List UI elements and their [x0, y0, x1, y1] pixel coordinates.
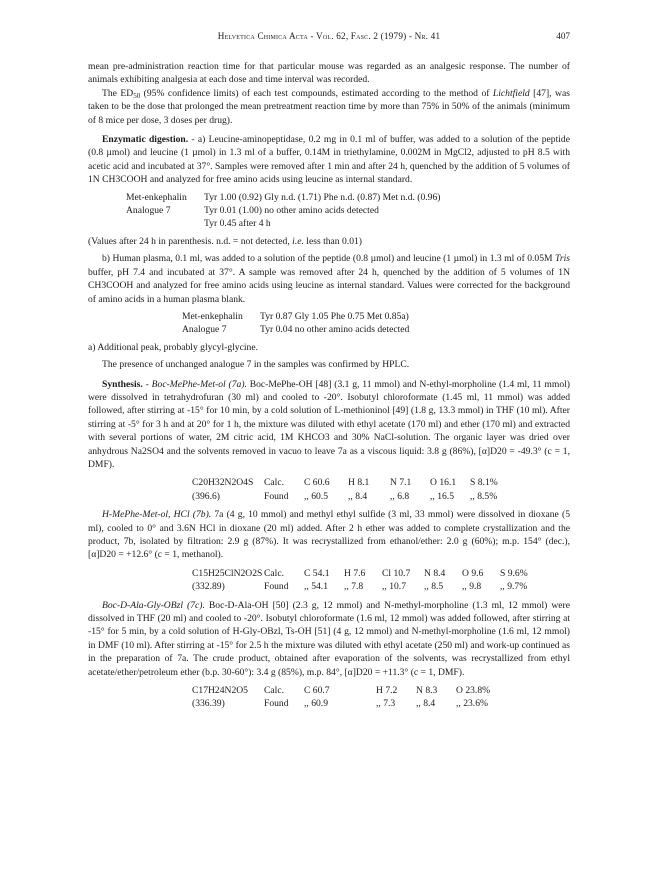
molecular-weight: (332.89): [192, 581, 225, 593]
table-cell: Met-enkephalin: [182, 310, 243, 322]
paragraph-enzymatic-digestion: Enzymatic digestion. - a) Leucine-aminopeptidase, 0.2 mg in 0.1 ml of buffer, was added to a solution of the peptide (0.8 µmol) and leucine (1 µmol) in 1.3 ml of a buffer, 0.14M in triethylamine, 0.002M in MgCl2, adjusted to pH 8.5 with acetic acid and incubated at 37°. Samples were removed after 1 min and after 24 h, quenched by the addition of 5 volumes of 1N CH3COOH and analyzed for free amino acids using leucine as internal standard.: [88, 134, 570, 186]
paragraph-ed50: The $ED_{50}$ (95% confidence limits) of each test compounds, estimated according to the method of Lichtfield [47], was taken to be the dose that prolonged the mean pretreatment reaction time by more than 75% in 50% of the animals (minimum of 8 mice per dose, 3 doses per drug).: [88, 87, 570, 126]
journal-citation: Helvetica Chimica Acta - Vol. 62, Fasc. 2 (1979) - Nr. 41: [217, 31, 441, 41]
running-header: [88, 30, 570, 44]
document-page: [88, 30, 570, 716]
molecular-weight: (336.39): [192, 698, 225, 710]
table-cell: Tyr 0.45 after 4 h: [204, 218, 271, 230]
paragraph-hplc: The presence of unchanged analogue 7 in the samples was confirmed by HPLC.: [102, 359, 410, 371]
page-number: 407: [556, 31, 570, 41]
paragraph-synthesis-7b: H-MePhe-Met-ol, HCl (7b). 7a (4 g, 10 mmol) and methyl ethyl sulfide (3 ml, 33 mmol) were dissolved in dioxane (5 ml), cooled to 0° and 3.6N HCl in dioxane (20 ml) added. After 2 h ether was added to complete crystallization and the product, 7b, isolated by filtration: 2.9 g (87%). It was recrystallized from ethanol/ether: 2.0 g (60%); m.p. 154° (dec.), [α]D20 = +12.6° (c = 1, methanol).: [88, 509, 570, 561]
molecular-formula: C15H25ClN2O2S: [192, 567, 263, 579]
compound-name: H-MePhe-Met-ol, HCl (7b).: [102, 509, 212, 521]
digestion-results-table-b: [182, 310, 570, 337]
table-cell: Analogue 7: [126, 205, 171, 217]
elemental-analysis-7c: C17H24N2O5 Calc. C 60.7 H 7.2 N 8.3 O 23.8% (336.39) Found ,, 60.9 ,, 7.3 ,, 8.4 ,, 23.6%: [192, 685, 491, 710]
table-cell: Tyr 0.87 Gly 1.05 Phe 0.75 Met 0.85a): [260, 310, 409, 322]
elemental-analysis-7a: C20H32N2O4S Calc. C 60.6 H 8.1 N 7.1 O 16.1 S 8.1% (396.6) Found ,, 60.5 ,, 8.4 ,, 6.8 ,, 16.5 ,, 8.5%: [192, 477, 498, 502]
compound-name: Boc-D-Ala-Gly-OBzl (7c).: [102, 599, 205, 611]
molecular-formula: C17H24N2O5: [192, 685, 248, 697]
note-values-parenthesis: (Values after 24 h in parenthesis. n.d. = not detected, i.e. less than 0.01): [88, 235, 362, 247]
molecular-formula: C20H32N2O4S: [192, 477, 254, 489]
paragraph-human-plasma: b) Human plasma, 0.1 ml, was added to a solution of the peptide (0.8 µmol) and leucine (1 µmol) in 1.3 ml of 0.05M Tris buffer, pH 7.4 and incubated at 37°. A sample was removed after 24 h, quenched by the addition of 5 volumes of 1N CH3COOH and analyzed for free amino acids using leucine as internal standard. Values were corrected for the background of amino acids in a human plasma blank.: [88, 253, 570, 305]
molecular-weight: (396.6): [192, 490, 220, 502]
section-heading: Enzymatic digestion.: [102, 134, 189, 146]
paragraph-synthesis-7c: Boc-D-Ala-Gly-OBzl (7c). Boc-D-Ala-OH [50] (2.3 g, 12 mmol) and N-methyl-morpholine (1.3 ml, 12 mmol) were dissolved in THF (20 ml) and cooled to -20°. Isobutyl chloroformate (1.6 ml, 12 mmol) was added followed, after stirring at -15° for 5 min, by a cold solution of H-Gly-OBzl, Ts-OH [51] (4 g, 12 mmol) and N-methyl-morpholine (1.6 ml, 12 mmol) in DMF (10 ml). After stirring at -15° for 2.5 h the mixture was diluted with ethyl acetate (250 ml) and work-up continued as in the preparation of 7a. The crude product, obtained after evaporation of the solvents, was recrystallized from ethyl acetate/ether/petroleum ether (b.p. 30-60°): 3.4 g (85%), m.p. 84°, [α]D20 = +11.3° (c = 1, DMF).: [88, 599, 570, 678]
footnote-a: a) Additional peak, probably glycyl-glycine.: [88, 341, 258, 353]
table-cell: Met-enkephalin: [126, 191, 187, 203]
paragraph-synthesis-7a: Synthesis. - Boc-MePhe-Met-ol (7a). Boc-MePhe-OH [48] (3.1 g, 11 mmol) and N-ethyl-morpholine (1.4 ml, 11 mmol) were dissolved in tetrahydrofuran (30 ml) and cooled to -20°. Isobutyl chloroformate (1.45 ml, 11 mmol) was added followed, after stirring at -15° for 10 min, by a cold solution of L-methioninol [49] (1.8 g, 13.3 mmol) in THF (10 ml). After stirring at -5° for 3 h and at 20° for 1 h, the mixture was diluted with ethyl acetate (170 ml) and ether (170 ml) and extracted with several portions of water, 2M citric acid, 1M KHCO3 and 30% NaCl-solution. The organic layer was dried over anhydrous Na2SO4 and the solvents removed in vacuo to leave 7a as a viscous liquid: 3.8 g (86%), [α]D20 = -49.3° (c = 1, DMF).: [88, 378, 570, 470]
table-cell: Tyr 0.04 no other amino acids detected: [260, 324, 410, 336]
table-cell: Analogue 7: [182, 324, 227, 336]
table-cell: Tyr 0.01 (1.00) no other amino acids detected: [204, 205, 379, 217]
table-cell: [126, 217, 204, 230]
digestion-results-table-a: [126, 191, 570, 231]
paragraph-analgesic-response: mean pre-administration reaction time for that particular mouse was regarded as an analgesic response. The number of animals exhibiting analgesia at each dose and time interval was recorded.: [88, 61, 570, 86]
compound-name: Boc-MePhe-Met-ol (7a).: [151, 378, 247, 390]
table-cell: Tyr 1.00 (0.92) Gly n.d. (1.71) Phe n.d. (0.87) Met n.d. (0.96): [204, 191, 441, 203]
author-name: Lichtfield: [492, 87, 530, 99]
elemental-analysis-7b: C15H25ClN2O2S Calc. C 54.1 H 7.6 Cl 10.7 N 8.4 O 9.6 S 9.6% (332.89) Found ,, 54.1 ,, 7.8 ,, 10.7 ,, 8.5 ,, 9.8 ,, 9.7%: [192, 567, 528, 593]
section-heading: Synthesis.: [102, 378, 143, 390]
